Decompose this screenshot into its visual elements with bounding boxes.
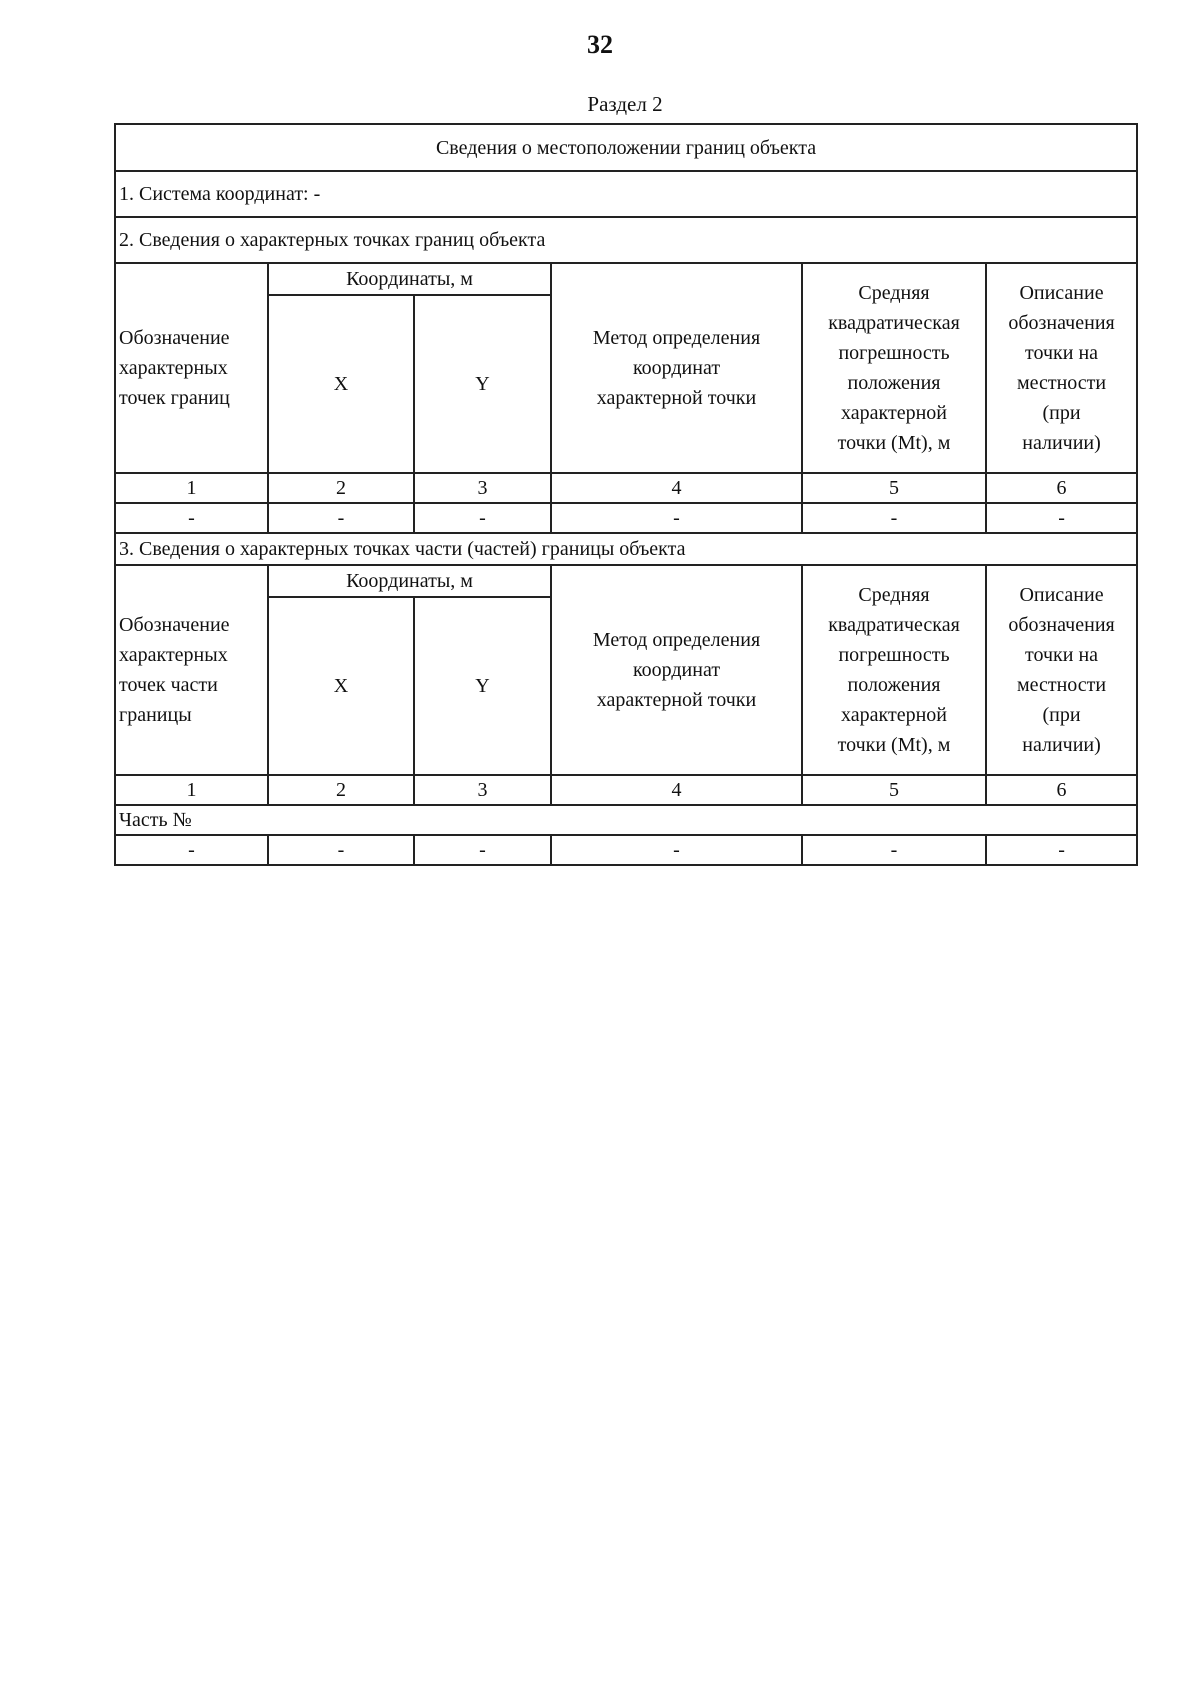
section2-data-row [115,503,1137,533]
s2-header-coords: Координаты, м [268,263,551,295]
s2-col-number: 2 [268,473,414,503]
s2-data-cell: - [115,503,268,533]
s2-col-number: 3 [414,473,551,503]
table-title-row [115,124,1137,171]
coord-system-cell: 1. Система координат: - [115,171,1137,217]
s2-col-number: 4 [551,473,802,503]
s3-header-coords: Координаты, м [268,565,551,597]
s2-col-number: 6 [986,473,1137,503]
s3-header-y: Y [414,597,551,775]
s3-col-number: 3 [414,775,551,805]
s2-header-y: Y [414,295,551,473]
s2-data-cell: - [802,503,986,533]
section2-header-row-1 [115,263,1137,295]
s3-col-number: 2 [268,775,414,805]
section-label: Раздел 2 [587,92,663,116]
s3-data-cell: - [551,835,802,865]
section2-title: 2. Сведения о характерных точках границ объекта [115,217,1137,263]
section3-data-row [115,835,1137,865]
s3-col-number: 5 [802,775,986,805]
s3-data-cell: - [115,835,268,865]
s3-header-designation: Обозначение характерных точек части границы [115,565,268,775]
boundary-location-table [114,123,1138,866]
s2-data-cell: - [551,503,802,533]
s3-header-error: Средняя квадратическая погрешность положения характерной точки (Mt), м [802,565,986,775]
section3-number-row [115,775,1137,805]
s2-header-error: Средняя квадратическая погрешность положения характерной точки (Mt), м [802,263,986,473]
s2-header-x: X [268,295,414,473]
table-title: Сведения о местоположении границ объекта [115,124,1137,171]
section2-number-row [115,473,1137,503]
s3-data-cell: - [268,835,414,865]
s3-col-number: 1 [115,775,268,805]
s3-data-cell: - [414,835,551,865]
section3-header-row-1 [115,565,1137,597]
s3-header-method: Метод определения координат характерной точки [551,565,802,775]
coord-system-row [115,171,1137,217]
s3-header-x: X [268,597,414,775]
s2-col-number: 1 [115,473,268,503]
s3-part-label: Часть № [115,805,1137,835]
s2-data-cell: - [986,503,1137,533]
s2-header-method: Метод определения координат характерной точки [551,263,802,473]
s3-header-description: Описание обозначения точки на местности (при наличии) [986,565,1137,775]
s2-data-cell: - [414,503,551,533]
s3-data-cell: - [986,835,1137,865]
page-number: 32 [587,30,613,59]
s2-data-cell: - [268,503,414,533]
s2-header-description: Описание обозначения точки на местности (при наличии) [986,263,1137,473]
s2-col-number: 5 [802,473,986,503]
s3-col-number: 6 [986,775,1137,805]
s3-data-cell: - [802,835,986,865]
s3-col-number: 4 [551,775,802,805]
section2-title-row [115,217,1137,263]
section3-title: 3. Сведения о характерных точках части (частей) границы объекта [115,533,1137,565]
section3-title-row [115,533,1137,565]
s2-header-designation: Обозначение характерных точек границ [115,263,268,473]
section3-part-row [115,805,1137,835]
